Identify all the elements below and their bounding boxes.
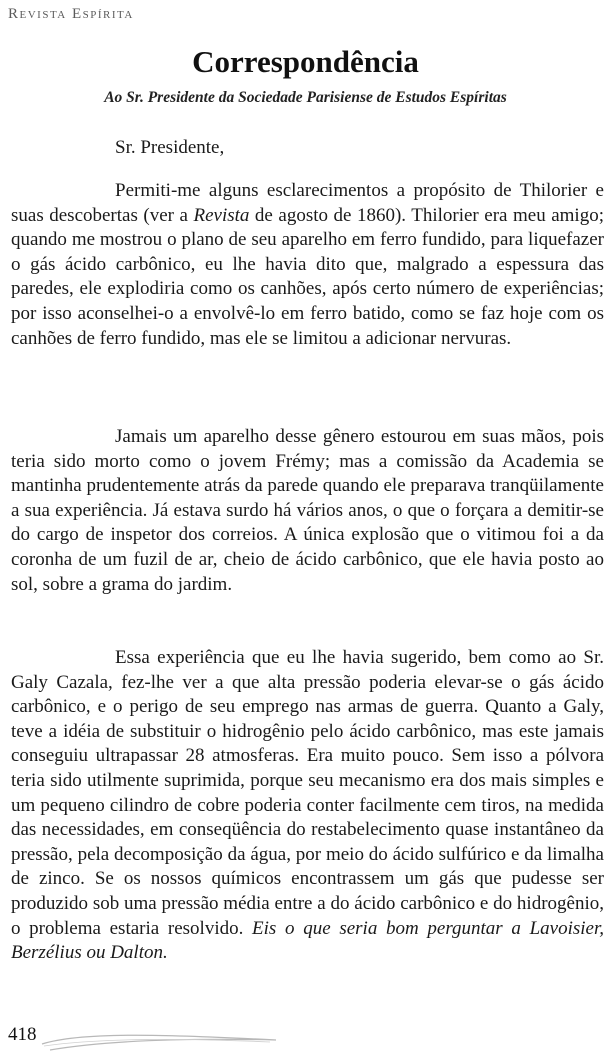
paragraph-3-part-a: Essa experiência que eu lhe havia sugerido, bem como ao Sr. Galy Cazala, fez-lhe ver a que alta pressão poderia elevar-se o gás ácido carbônico, e o perigo de seu emprego nas armas de guerra. Quanto a Galy, teve a idéia de substituir o hidrogênio pelo ácido carbônico, mas este jamais conseguiu ultrapassar 28 atmosferas. Era muito pouco. Sem isso a pólvora teria sido utilmente suprimida, porque seu mecanismo era dos mais simples e um pequeno cilindro de cobre poderia conter facilmente cem tiros, na medida das necessidades, em conseqüência do restabelecimento quase instantâneo da pressão, pela decomposição da água, por meio do ácido sulfúrico e da limalha de zinco. Se os nossos químicos encontrassem um gás que pudesse ser produzido sob uma pressão média entre a do ácido carbônico e do hidrogênio, o problema estaria resolvido.: [11, 647, 604, 939]
paragraph-3: [11, 646, 604, 966]
paragraph-1-part-a: Permiti-me alguns esclarecimentos a propósito de Thilorier e suas descobertas (ver a: [11, 180, 604, 226]
running-head: Revista Espírita: [8, 6, 134, 22]
paragraph-1-part-c: de agosto de 1860). Thilorier era meu amigo; quando me mostrou o plano de seu aparelho em ferro fundido, para liquefazer o gás ácido carbônico, eu lhe havia dito que, malgrado a espessura das paredes, ele explodiria como os canhões, após certo número de experiências; por isso aconselhei-o a envolvê-lo em ferro batido, como se faz hoje com os canhões de ferro fundido, mas ele se limitou a adicionar nervuras.: [11, 204, 604, 349]
paragraph-1: [11, 179, 604, 351]
salutation: Sr. Presidente,: [115, 137, 225, 158]
paragraph-2: [11, 425, 604, 597]
revista-reference: Revista: [193, 204, 250, 226]
page-title: Correspondência: [192, 44, 419, 79]
page-number: 418: [8, 1024, 37, 1045]
paragraph-3-closing-italic: Eis o que seria bom perguntar a Lavoisier, Berzélius ou Dalton.: [11, 917, 605, 964]
page-number-swoosh-decoration: [40, 1030, 280, 1054]
paragraph-2-text: Jamais um aparelho desse gênero estourou em suas mãos, pois teria sido morto como o jovem Frémy; mas a comissão da Academia se mantinha prudentemente atrás da parede quando ele preparava tranqüilamente a sua experiência. Já estava surdo há vários anos, o que o forçara a demitir-se do cargo de inspetor dos correios. A única explosão que o vitimou foi a da coronha de um fuzil de ar, cheio de ácido carbônico, que ele havia posto ao sol, sobre a grama do jardim.: [11, 426, 604, 595]
page-subtitle: Ao Sr. Presidente da Sociedade Parisiense de Estudos Espíritas: [104, 89, 507, 106]
